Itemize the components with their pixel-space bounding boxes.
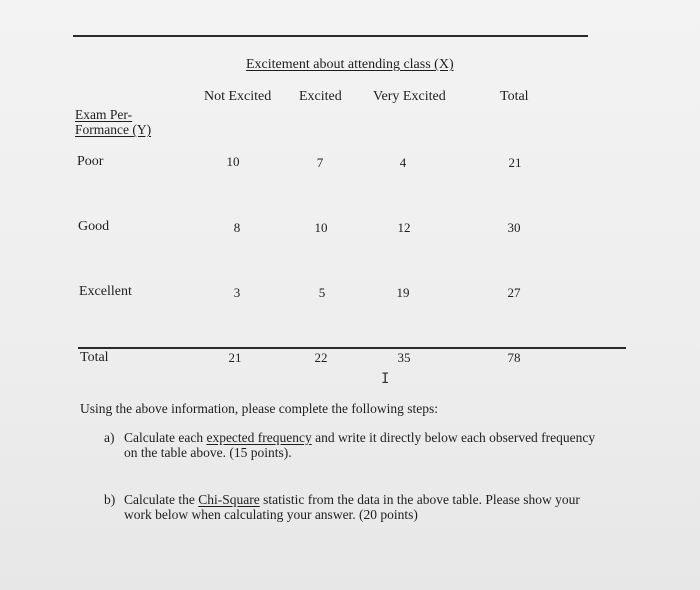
table-title: Excitement about attending class (X) — [246, 57, 454, 72]
cell-total-excited: 22 — [314, 350, 328, 365]
text-cursor-icon: I — [381, 371, 390, 387]
cell-good-not-excited: 8 — [233, 220, 241, 235]
cell-excellent-not-excited: 3 — [233, 285, 241, 300]
column-header-very-excited: Very Excited — [373, 89, 446, 104]
row-header-line1: Exam Per- — [75, 107, 133, 122]
cell-poor-excited: 7 — [316, 155, 324, 170]
cell-poor-not-excited: 10 — [226, 154, 240, 169]
cell-good-total: 30 — [507, 220, 521, 235]
cell-excellent-total: 27 — [507, 285, 521, 300]
step-b-post: statistic from the data in the above table. Please show your — [259, 492, 580, 507]
cell-total-grand-total: 78 — [507, 350, 521, 365]
cell-total-very-excited: 35 — [397, 350, 411, 365]
cell-excellent-very-excited: 19 — [396, 285, 410, 300]
column-header-total: Total — [500, 89, 529, 104]
row-label-poor: Poor — [77, 154, 104, 169]
row-label-good: Good — [78, 219, 110, 234]
step-a-underlined: expected frequency — [206, 430, 312, 445]
row-header-line2: Formance (Y) — [75, 122, 152, 137]
cell-total-not-excited: 21 — [228, 350, 242, 365]
step-a-line2: on the table above. (15 points). — [124, 445, 292, 460]
step-b-pre: Calculate the — [124, 492, 199, 507]
step-b-underlined: Chi-Square — [198, 492, 260, 507]
step-b-line2: work below when calculating your answer. (20 points) — [124, 507, 418, 522]
cell-poor-total: 21 — [508, 155, 522, 170]
step-b-marker: b) — [104, 492, 116, 507]
row-label-total: Total — [80, 350, 109, 365]
step-a-pre: Calculate each — [124, 430, 207, 445]
top-rule — [73, 35, 588, 37]
step-a-marker: a) — [104, 430, 115, 445]
instructions-intro: Using the above information, please complete the following steps: — [80, 401, 439, 416]
cell-good-excited: 10 — [314, 220, 328, 235]
total-rule — [78, 347, 626, 349]
column-header-not-excited: Not Excited — [204, 89, 272, 104]
step-a-text — [124, 430, 624, 460]
cell-excellent-excited: 5 — [318, 285, 326, 300]
cell-good-very-excited: 12 — [397, 220, 411, 235]
column-header-excited: Excited — [299, 89, 342, 104]
step-b-text — [124, 492, 624, 522]
cell-poor-very-excited: 4 — [399, 155, 407, 170]
row-label-excellent: Excellent — [79, 284, 132, 299]
step-a-post: and write it directly below each observed frequency — [311, 430, 596, 445]
